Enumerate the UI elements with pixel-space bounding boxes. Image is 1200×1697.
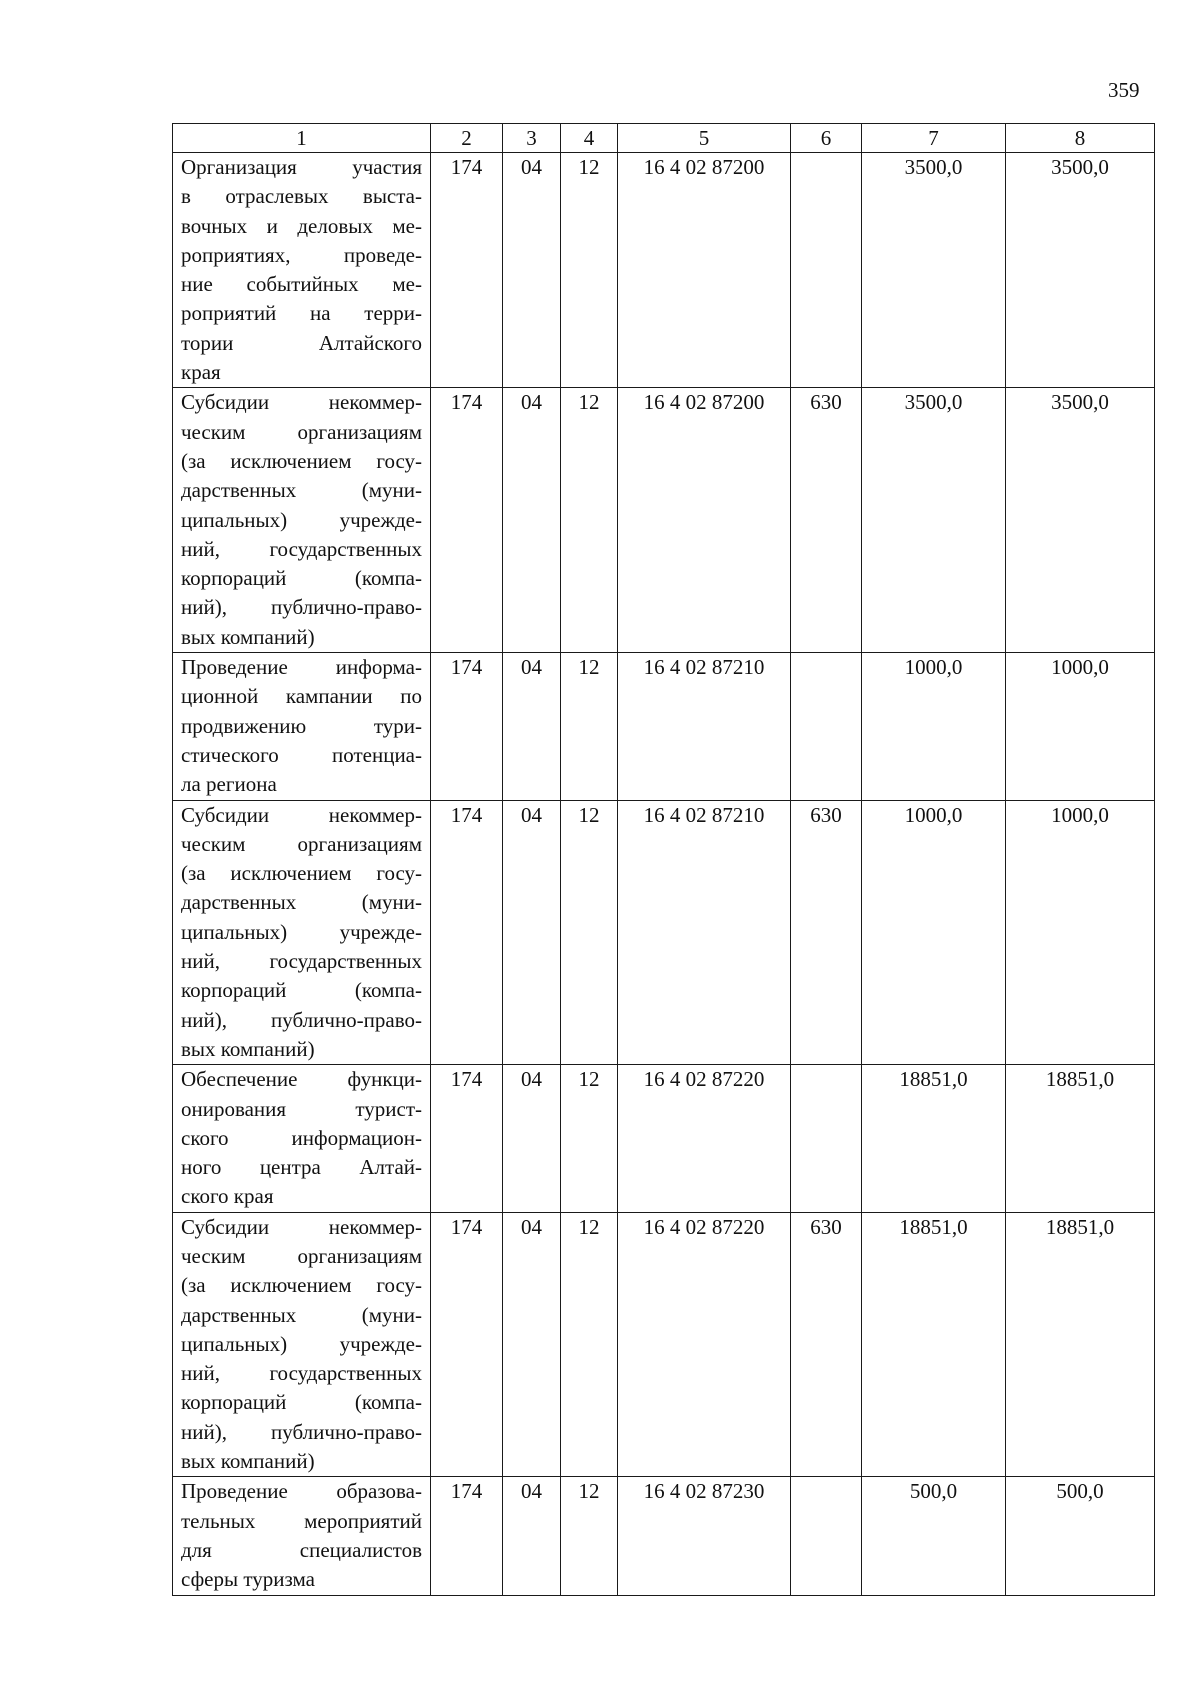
cell-c8: 1000,0 xyxy=(1006,800,1155,1065)
table-row xyxy=(173,1477,1155,1595)
table-row xyxy=(173,1212,1155,1477)
cell-c8: 1000,0 xyxy=(1006,653,1155,800)
cell-c5: 16 4 02 87210 xyxy=(618,653,791,800)
cell-c6 xyxy=(791,153,862,388)
row-name-line: корпораций (компа- xyxy=(181,978,422,1003)
column-header: 2 xyxy=(431,124,503,153)
cell-c4: 12 xyxy=(561,800,618,1065)
cell-c6 xyxy=(791,653,862,800)
row-name-cell xyxy=(173,1212,431,1477)
row-name-line: корпораций (компа- xyxy=(181,566,422,591)
row-name-line: ционной кампании по xyxy=(181,684,422,709)
row-name-line: (за исключением госу- xyxy=(181,861,422,886)
cell-c6 xyxy=(791,1065,862,1212)
row-name-line: вых компаний) xyxy=(181,1449,315,1474)
row-name-line: Субсидии некоммер- xyxy=(181,802,422,827)
column-header: 1 xyxy=(173,124,431,153)
table-row xyxy=(173,1065,1155,1212)
row-name-line: Субсидии некоммер- xyxy=(181,1214,422,1239)
row-name-line: Проведение образова- xyxy=(181,1479,422,1504)
cell-c6: 630 xyxy=(791,1212,862,1477)
table-header-row xyxy=(173,124,1155,153)
cell-c6: 630 xyxy=(791,388,862,653)
row-name-cell xyxy=(173,800,431,1065)
row-name-line: сферы туризма xyxy=(181,1567,315,1592)
row-name-line: дарственных (муни- xyxy=(181,890,422,915)
table-row xyxy=(173,800,1155,1065)
row-name-line: (за исключением госу- xyxy=(181,1273,422,1298)
cell-c8: 500,0 xyxy=(1006,1477,1155,1595)
cell-c3: 04 xyxy=(503,653,561,800)
row-name-cell xyxy=(173,388,431,653)
row-name-line: ний, государственных xyxy=(181,536,422,561)
cell-c5: 16 4 02 87220 xyxy=(618,1212,791,1477)
cell-c4: 12 xyxy=(561,1477,618,1595)
row-name-line: (за исключением госу- xyxy=(181,448,422,473)
cell-c2: 174 xyxy=(431,1212,503,1477)
cell-c4: 12 xyxy=(561,1212,618,1477)
table-body xyxy=(173,153,1155,1596)
cell-c8: 3500,0 xyxy=(1006,388,1155,653)
column-header: 3 xyxy=(503,124,561,153)
table-row xyxy=(173,153,1155,388)
column-header: 6 xyxy=(791,124,862,153)
row-name-line: онирования турист- xyxy=(181,1096,422,1121)
row-name-cell xyxy=(173,1065,431,1212)
column-header: 8 xyxy=(1006,124,1155,153)
row-name-line: ческим организациям xyxy=(181,419,422,444)
column-header: 4 xyxy=(561,124,618,153)
row-name-cell xyxy=(173,1477,431,1595)
row-name-line: вых компаний) xyxy=(181,1036,315,1061)
row-name-line: Проведение информа- xyxy=(181,655,422,680)
row-name-line: ного центра Алтай- xyxy=(181,1155,422,1180)
cell-c5: 16 4 02 87200 xyxy=(618,153,791,388)
cell-c4: 12 xyxy=(561,153,618,388)
row-name-line: ний), публично-право- xyxy=(181,1007,422,1032)
cell-c5: 16 4 02 87210 xyxy=(618,800,791,1065)
row-name-line: Обеспечение функци- xyxy=(181,1067,422,1092)
row-name-line: ческим организациям xyxy=(181,831,422,856)
table-row xyxy=(173,653,1155,800)
row-name-cell xyxy=(173,653,431,800)
row-name-line: ний), публично-право- xyxy=(181,595,422,620)
row-name-line: ние событийных ме- xyxy=(181,272,422,297)
cell-c8: 18851,0 xyxy=(1006,1212,1155,1477)
cell-c7: 1000,0 xyxy=(862,653,1006,800)
cell-c2: 174 xyxy=(431,1477,503,1595)
row-name-line: Субсидии некоммер- xyxy=(181,390,422,415)
cell-c3: 04 xyxy=(503,1065,561,1212)
cell-c2: 174 xyxy=(431,1065,503,1212)
cell-c3: 04 xyxy=(503,1212,561,1477)
row-name-line: дарственных (муни- xyxy=(181,1302,422,1327)
cell-c3: 04 xyxy=(503,153,561,388)
cell-c4: 12 xyxy=(561,388,618,653)
row-name-line: ципальных) учрежде- xyxy=(181,507,422,532)
column-header: 7 xyxy=(862,124,1006,153)
cell-c2: 174 xyxy=(431,653,503,800)
row-name-line: ний), публично-право- xyxy=(181,1419,422,1444)
cell-c2: 174 xyxy=(431,388,503,653)
cell-c4: 12 xyxy=(561,653,618,800)
cell-c2: 174 xyxy=(431,153,503,388)
row-name-line: стического потенциа- xyxy=(181,742,422,767)
cell-c2: 174 xyxy=(431,800,503,1065)
cell-c7: 3500,0 xyxy=(862,388,1006,653)
row-name-line: вочных и деловых ме- xyxy=(181,213,422,238)
row-name-line: Организация участия xyxy=(181,155,422,179)
row-name-line: для специалистов xyxy=(181,1537,422,1562)
row-name-line: вых компаний) xyxy=(181,624,315,649)
cell-c4: 12 xyxy=(561,1065,618,1212)
row-name-line: ний, государственных xyxy=(181,949,422,974)
cell-c3: 04 xyxy=(503,1477,561,1595)
cell-c3: 04 xyxy=(503,388,561,653)
cell-c5: 16 4 02 87230 xyxy=(618,1477,791,1595)
row-name-line: ципальных) учрежде- xyxy=(181,919,422,944)
row-name-line: ний, государственных xyxy=(181,1361,422,1386)
cell-c5: 16 4 02 87220 xyxy=(618,1065,791,1212)
page-number: 359 xyxy=(1108,78,1140,102)
row-name-line: ского края xyxy=(181,1184,274,1209)
row-name-line: в отраслевых выста- xyxy=(181,184,422,209)
row-name-line: ла региона xyxy=(181,772,277,797)
budget-table xyxy=(172,123,1155,1596)
cell-c8: 18851,0 xyxy=(1006,1065,1155,1212)
row-name-line: края xyxy=(181,360,221,385)
row-name-line: тории Алтайского xyxy=(181,330,422,355)
row-name-line: роприятиях, проведе- xyxy=(181,242,422,267)
row-name-line: роприятий на терри- xyxy=(181,301,422,326)
row-name-line: дарственных (муни- xyxy=(181,478,422,503)
row-name-line: тельных мероприятий xyxy=(181,1508,422,1533)
row-name-cell xyxy=(173,153,431,388)
row-name-line: корпораций (компа- xyxy=(181,1390,422,1415)
cell-c7: 1000,0 xyxy=(862,800,1006,1065)
row-name-line: продвижению тури- xyxy=(181,713,422,738)
row-name-line: ческим организациям xyxy=(181,1243,422,1268)
row-name-line: ципальных) учрежде- xyxy=(181,1331,422,1356)
cell-c6 xyxy=(791,1477,862,1595)
cell-c7: 18851,0 xyxy=(862,1065,1006,1212)
cell-c5: 16 4 02 87200 xyxy=(618,388,791,653)
cell-c3: 04 xyxy=(503,800,561,1065)
cell-c7: 18851,0 xyxy=(862,1212,1006,1477)
column-header: 5 xyxy=(618,124,791,153)
table-row xyxy=(173,388,1155,653)
cell-c7: 500,0 xyxy=(862,1477,1006,1595)
row-name-line: ского информацион- xyxy=(181,1125,422,1150)
cell-c7: 3500,0 xyxy=(862,153,1006,388)
cell-c8: 3500,0 xyxy=(1006,153,1155,388)
cell-c6: 630 xyxy=(791,800,862,1065)
